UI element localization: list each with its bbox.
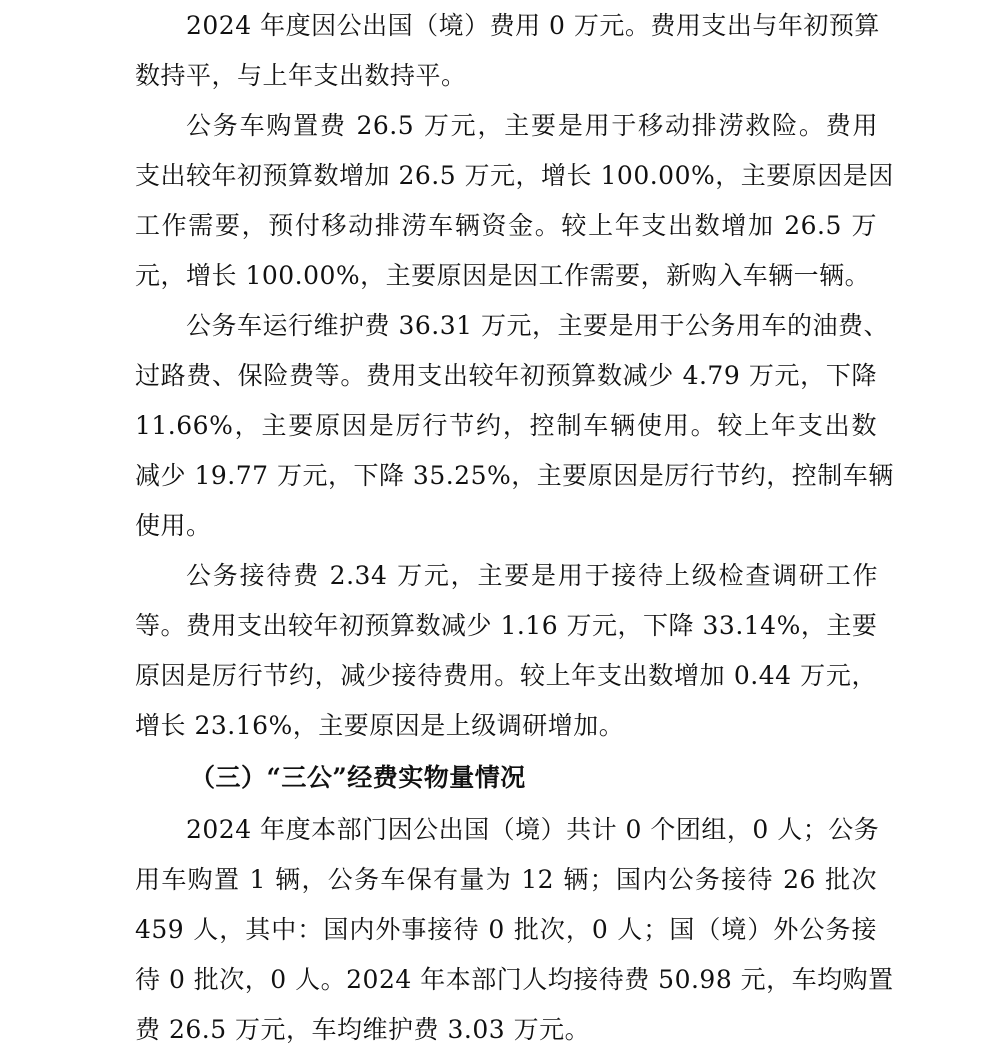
paragraph-line: 增长 23.16%，主要原因是上级调研增加。 bbox=[135, 711, 625, 740]
paragraph-line: 元，增长 100.00%，主要原因是因工作需要，新购入车辆一辆。 bbox=[135, 261, 871, 290]
paragraph-line: 公务车购置费 26.5 万元，主要是用于移动排涝救险。费用 bbox=[186, 111, 878, 140]
paragraph-line: 工作需要，预付移动排涝车辆资金。较上年支出数增加 26.5 万 bbox=[135, 211, 877, 240]
paragraph-line: 公务车运行维护费 36.31 万元，主要是用于公务用车的油费、 bbox=[186, 311, 889, 340]
paragraph-line: 459 人，其中：国内外事接待 0 批次，0 人；国（境）外公务接 bbox=[135, 915, 877, 944]
paragraph-line: 2024 年度本部门因公出国（境）共计 0 个团组，0 人；公务 bbox=[186, 815, 880, 844]
paragraph-line: 2024 年度因公出国（境）费用 0 万元。费用支出与年初预算 bbox=[186, 11, 880, 40]
paragraph-line: 待 0 批次，0 人。2024 年本部门人均接待费 50.98 元，车均购置 bbox=[135, 965, 894, 994]
paragraph-line: 用车购置 1 辆，公务车保有量为 12 辆；国内公务接待 26 批次 bbox=[135, 865, 877, 894]
paragraph-line: 费 26.5 万元，车均维护费 3.03 万元。 bbox=[135, 1015, 591, 1044]
section-heading: （三）“三公”经费实物量情况 bbox=[190, 763, 526, 792]
paragraph-line: 减少 19.77 万元，下降 35.25%，主要原因是厉行节约，控制车辆 bbox=[135, 461, 894, 490]
paragraph-line: 支出较年初预算数增加 26.5 万元，增长 100.00%，主要原因是因 bbox=[135, 161, 894, 190]
paragraph-line: 公务接待费 2.34 万元，主要是用于接待上级检查调研工作 bbox=[186, 561, 878, 590]
paragraph-line: 等。费用支出较年初预算数减少 1.16 万元，下降 33.14%，主要 bbox=[135, 611, 878, 640]
paragraph-line: 使用。 bbox=[135, 511, 212, 540]
paragraph-line: 数持平，与上年支出数持平。 bbox=[135, 61, 467, 90]
paragraph-line: 11.66%，主要原因是厉行节约，控制车辆使用。较上年支出数 bbox=[135, 411, 877, 440]
paragraph-line: 过路费、保险费等。费用支出较年初预算数减少 4.79 万元，下降 bbox=[135, 361, 877, 390]
paragraph-line: 原因是厉行节约，减少接待费用。较上年支出数增加 0.44 万元， bbox=[135, 661, 877, 690]
